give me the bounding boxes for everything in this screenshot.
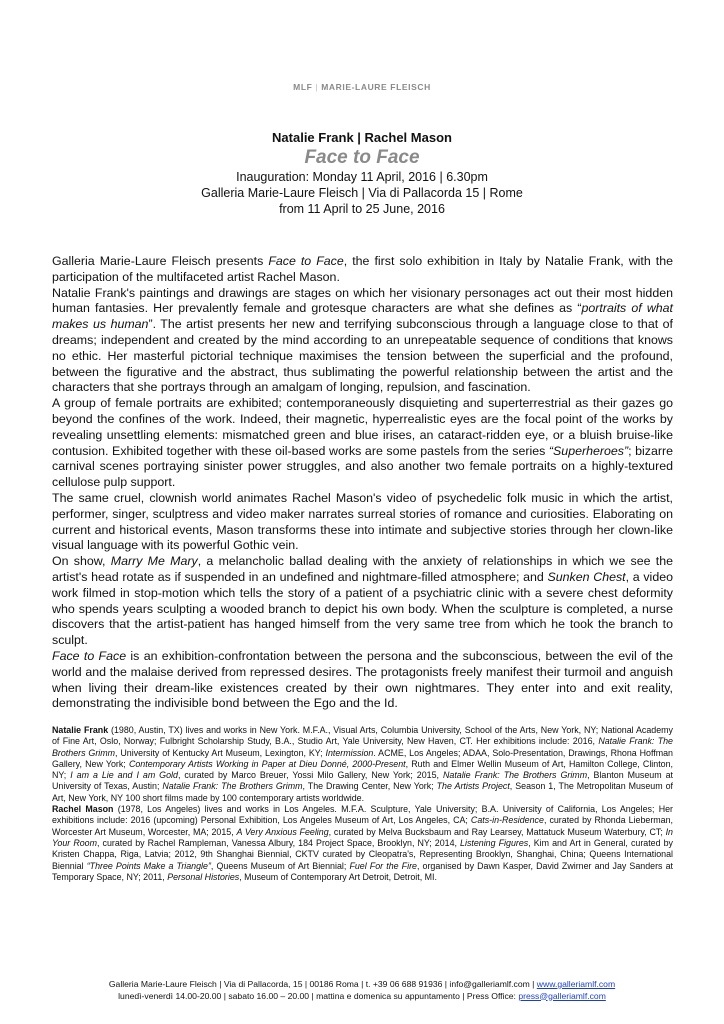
text-run: (1980, Austin, TX) lives and works in New York. M.F.A., Visual Arts, Columbia University, School of the Arts, New York, NY; National Academy of Fine Art, Oslo, Norway; Fulbright Scholarship Study, B.A., Studio Art, Yale University, New Haven, CT. Her exhibitions include: 2016, <box>52 725 673 747</box>
footer-contact-text: Galleria Marie-Laure Fleisch | Via di Pallacorda, 15 | 00186 Roma | t. +39 06 688 91936 | info@galleriamlf.com | <box>108 979 537 989</box>
italic-run: Personal Histories <box>167 871 240 882</box>
italic-run: Fuel For the Fire <box>349 860 417 871</box>
text-run: , curated by Marco Breuer, Yossi Milo Gallery, New York; 2015, <box>177 770 443 781</box>
paragraph-works <box>52 554 673 649</box>
text-run: is an exhibition-confrontation between the persona and the subconscious, between the evil of the world and the malaise derived from repressed desires. The protagonists freely manifest their turmoil and anguish when living their dream-like existences created by their own nightmares. They enter into and exit reality, demonstrating the indivisible bond between the Ego and the Id. <box>52 648 674 711</box>
paragraph-mason: The same cruel, clownish world animates Rachel Mason's video of psychedelic folk music in which the artist, performer, singer, sculptress and video maker narrates surreal stories of romance and curiosities. Elaborating on current and historical events, Mason transforms these into intimate and subjective stories through her clown-like visual language with its powerful Gothic vein. <box>52 490 673 553</box>
text-run: Galleria Marie-Laure Fleisch presents <box>52 254 269 268</box>
bio-name: Rachel Mason <box>52 804 114 815</box>
gallery-logo <box>0 82 724 92</box>
press-release-body <box>52 254 673 712</box>
exhibition-title: Face to Face <box>304 147 420 168</box>
text-run: On show, <box>52 554 111 569</box>
logo-mark: MLF <box>293 82 313 92</box>
italic-run: Natalie Frank: The Brothers Grimm <box>442 770 588 781</box>
bio-natalie-frank <box>52 725 673 804</box>
italic-run: “Three Points Make a Triangle” <box>86 860 211 871</box>
footer-contact-line <box>0 979 724 991</box>
text-run: Natalie Frank's paintings and drawings are stages on which her visionary personages act out their most hidden human fantasies. Her prevalently female and grotesque characters are what she defines as “ <box>52 285 673 316</box>
text-run: . ACME, Los Angeles; ADAA, Solo-Presentation, Drawings, Rhona Hoffman Gallery, New York; <box>52 747 673 769</box>
footer-hours-text: lunedì-venerdì 14.00-20.00 | sabato 16.00 – 20.00 | mattina e domenica su appuntamento | Press Office: <box>118 990 519 1001</box>
italic-run: Listening Figures <box>460 837 529 848</box>
gallery-footer <box>0 979 724 1002</box>
text-run: , Ruth and Elmer Wellin Museum of Art, Hamilton College, Clinton, NY; <box>52 758 674 781</box>
exhibition-header <box>0 130 724 217</box>
bio-name: Natalie Frank <box>52 725 109 735</box>
inauguration-line: Inauguration: Monday 11 April, 2016 | 6.30pm <box>236 170 488 184</box>
paragraph-conclusion <box>52 649 673 712</box>
logo-name: MARIE-LAURE FLEISCH <box>321 82 431 92</box>
text-run: ”. The artist presents her new and terrifying subconscious through a language close to that of dreams; independent and created by the mind according to an unrepeatable sequence of conditions that knows no ethic. Her masterful pictorial technique maximises the tension between the superficial and the profound, between the figurative and the abstract, thus sublimating the powerful relationship between the artist and the characters that she portrays through an amalgam of longing, repulsion, and fascination. <box>52 317 673 395</box>
text-run: , the first solo exhibition in Italy by Natalie Frank, with the participation of the multifaceted artist Rachel Mason. <box>52 254 673 284</box>
text-run: , Kim and Art in General, curated by Kristen Chappa, Riga, Latvia; 2012, 9th Shanghai Biennial, CKTV curated by Cleopatra's, Representing Brooklyn, Shanghai, China; Queens International Biennial <box>52 837 673 871</box>
italic-run: Intermission <box>325 747 374 758</box>
italic-run: Sunken Chest <box>547 569 626 584</box>
paragraph-intro <box>52 254 673 286</box>
italic-run: Natalie Frank: The Brothers Grimm <box>52 736 673 758</box>
dates-line: from 11 April to 25 June, 2016 <box>279 202 445 216</box>
text-run: A group of female portraits are exhibited; contemporaneously disquieting and superterrestrial as their gazes go beyond the confines of the work. Indeed, their magnetic, hyperrealistic eyes are the focal point of the works by revealing unsettling elements: mismatched green and blue irises, an cataract-ridden eye, or a bluish bruise-like contusion. Exhibited together with these oil-based works are some pastels from the series <box>52 396 673 458</box>
italic-run: In Your Room <box>52 826 673 848</box>
text-run: , Season 1, The Metropolitan Museum of Art, New York, NY 100 short films made by 100 contemporary artists worldwide. <box>52 781 674 803</box>
artists-heading: Natalie Frank | Rachel Mason <box>272 130 452 145</box>
italic-run: The Artists Project <box>436 781 510 792</box>
logo-separator: | <box>315 82 319 92</box>
venue-line: Galleria Marie-Laure Fleisch | Via di Pallacorda 15 | Rome <box>201 186 523 200</box>
italic-run: Contemporary Artists Working in Paper at Dieu Donné, 2000-Present <box>128 758 406 769</box>
website-link[interactable]: www.galleriamlf.com <box>536 979 616 989</box>
text-run: , Museum of Contemporary Art Detroit, Detroit, MI. <box>239 871 437 882</box>
text-run: , University of Kentucky Art Museum, Lexington, KY; <box>115 747 326 758</box>
italic-run: Cats-in-Residence <box>470 815 544 826</box>
text-run: , curated by Rachel Rampleman, Vanessa Albury, 184 Project Space, Brooklyn, NY; 2014, <box>97 837 461 848</box>
text-run: ; bizarre carnival scenes portraying sinister power struggles, and also another two female portraits on a highly-textured cellulose pulp support. <box>52 443 673 490</box>
paragraph-frank <box>52 286 673 397</box>
italic-run: Face to Face <box>52 648 127 663</box>
text-run: , a video work filmed in stop-motion which tells the story of a patient of a psychiatric clinic with a severe chest deformity who spends years sculpting a wooded branch to depict his own body. When the sculpture is completed, a nurse discovers that the artist-patient has hanged himself from the very same tree from which he took the branch to sculpt. <box>52 569 673 648</box>
italic-run: Face to Face <box>268 254 344 268</box>
footer-hours-line <box>0 991 724 1003</box>
italic-run: I am a Lie and I am Gold <box>70 770 178 781</box>
bio-rachel-mason <box>52 804 673 883</box>
italic-run: A Very Anxious Feeling <box>236 826 329 837</box>
italic-run: Marry Me Mary <box>110 554 198 569</box>
text-run: , curated by Rhonda Lieberman, Worcester Art Museum, Worcester, MA; 2015, <box>52 815 674 837</box>
italic-run: Natalie Frank: The Brothers Grimm <box>162 781 303 792</box>
paragraph-portraits <box>52 396 673 491</box>
text-run: , a melancholic ballad dealing with the anxiety of relationships in which we see the artist's head rotate as if suspended in an undefined and nightmare-filled atmosphere; and <box>52 554 673 584</box>
press-email-link[interactable]: press@galleriamlf.com <box>518 990 606 1001</box>
text-run: , Blanton Museum at University of Texas, Austin; <box>52 770 674 792</box>
italic-run: “Superheroes” <box>548 443 629 458</box>
italic-run: portraits of what makes us human <box>52 301 673 332</box>
text-run: , Queens Museum of Art Biennial; <box>210 860 350 871</box>
text-run: , The Drawing Center, New York; <box>302 781 437 792</box>
text-run: , curated by Melva Bucksbaum and Ray Learsey, Mattatuck Museum Waterbury, CT; <box>328 826 666 837</box>
text-run: (1978, Los Angeles) lives and works in Los Angeles. M.F.A. Sculpture, Yale University; B.A. University of California, Los Angeles; Her exhibitions include: 2016 (upcoming) Personal Exhibition, Los Angeles Museum of Art, Los Angeles, CA; <box>52 804 673 826</box>
text-run: , organised by Dawn Kasper, David Zwirner and Jay Sanders at Temporary Space, NY; 2011, <box>52 860 673 882</box>
artist-bios <box>52 725 673 883</box>
